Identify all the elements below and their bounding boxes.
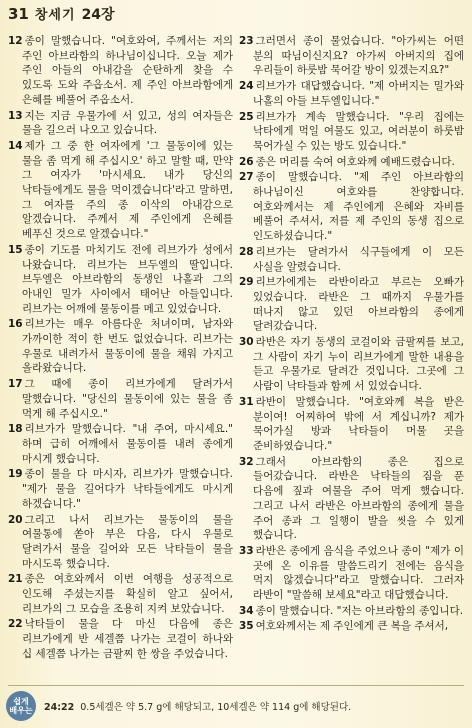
verse-text: 그러면서 종이 물었습니다. "아가씨는 어떤 분의 따님이신지요? 아가씨 아버지의 집에 우리들이 하룻밤 묵어갈 방이 있겠는지요?" [253, 35, 464, 77]
verse [239, 245, 464, 274]
verse-text: 리브가에게는 라반이라고 부르는 오빠가 있었습니다. 라반은 그 때까지 우물가를 떠나지 않고 있던 아브라함의 종에게 달려갔습니다. [253, 276, 464, 333]
verse [8, 377, 233, 421]
verse-text: 리브가가 대답했습니다. "제 아버지는 밀가와 나홀의 아들 브두엘입니다." [253, 80, 464, 107]
verse [239, 110, 464, 154]
verse [239, 79, 464, 108]
verse-text: 종이 기도를 마치기도 전에 리브가가 성에서 나왔습니다. 리브가는 브두엘의 딸입니다. 브두엘은 아브라함의 동생인 나홀과 그의 아내인 밀가 사이에서 태어난 아들입니다. 리브가는 어깨에 물동이를 메고 있었습니다. [22, 243, 233, 315]
verse-number: 25 [239, 110, 254, 123]
page-number: 31 [8, 5, 29, 23]
verse-number: 33 [239, 544, 254, 557]
verse-text: 제가 그 중 한 여자에게 '그 물동이에 있는 물을 좀 먹게 해 주십시오' 하고 말할 때, 만약 그 여자가 '마시세요. 내가 당신의 낙타들에게도 물을 먹이겠습니다'라고 말하면, 그 여자를 주의 종 이삭의 아내감으로 알겠습니다. 주께서 제 주인에게 은혜를 베푸신 것으로 알겠습니다." [22, 139, 233, 241]
badge-line-2: 배우는 [9, 706, 33, 715]
verse [8, 513, 233, 572]
verse-text: 리브가가 말했습니다. "내 주여, 마시세요." 하며 급히 어깨에서 물동이를 내려 종에게 마시게 했습니다. [22, 423, 233, 465]
verse-number: 13 [8, 109, 23, 122]
verse-text: 종이 말했습니다. "저는 아브라함의 종입니다. [255, 604, 464, 617]
verse [8, 243, 233, 317]
verse [239, 544, 464, 603]
verse-number: 17 [8, 378, 23, 391]
verse-number: 30 [239, 336, 254, 349]
verse [239, 34, 464, 78]
verse-text: 종은 머리를 숙여 여호와께 예배드렸습니다. [255, 155, 455, 168]
verse [239, 275, 464, 334]
verse [239, 604, 464, 619]
verse [239, 455, 464, 543]
verse-number: 28 [239, 245, 254, 258]
verse [239, 155, 464, 170]
verse-number: 18 [8, 423, 23, 436]
verse-number: 12 [8, 35, 23, 47]
verse-number: 20 [8, 513, 23, 526]
footnote-reference: 24:22 [44, 702, 75, 713]
book-title: 창세기 [34, 8, 76, 23]
verse [239, 170, 464, 244]
verse-number: 35 [239, 620, 254, 633]
verse [239, 335, 464, 394]
page-header [8, 4, 115, 24]
footnote [44, 699, 351, 713]
verse [239, 619, 464, 634]
verse-text: 그리고 나서 리브가는 물동이의 물을 여물통에 쏟아 부은 다음, 다시 우물로 달려가서 물을 길어와 모든 낙타들이 물을 마시도록 했습니다. [22, 513, 233, 570]
verse [8, 109, 233, 138]
verse-text: 종이 말했습니다. "제 주인 아브라함의 하나님이신 여호와를 찬양합니다. 여호와께서는 제 주인에게 은혜와 자비를 베풀어 주셔서, 저를 제 주인의 동생 집으로 인도하셨습니다." [253, 171, 464, 243]
badge-line-1: 쉽게 [13, 697, 29, 706]
verse-number: 32 [239, 455, 254, 468]
verse-text: 그 때에 종이 리브가에게 달려가서 말했습니다. "당신의 물동이에 있는 물을 좀 먹게 해 주십시오." [22, 378, 233, 420]
verse-number: 22 [8, 618, 23, 631]
verse [8, 139, 233, 242]
verse [8, 34, 233, 108]
verse-text: 리브가는 매우 아름다운 처녀이며, 남자와 가까이한 적이 한 번도 없었습니다. 리브가는 우물로 내려가서 물동이에 물을 채워 가지고 올라왔습니다. [22, 318, 233, 375]
verse-number: 34 [239, 604, 254, 617]
verse-number: 29 [239, 276, 254, 289]
verse [8, 572, 233, 616]
verse-number: 27 [239, 171, 254, 184]
study-note-badge [6, 691, 36, 721]
verse-number: 15 [8, 243, 23, 256]
verse-number: 23 [239, 35, 254, 47]
verse-text: 여호와께서는 제 주인에게 큰 복을 주셔서, [255, 620, 449, 633]
verse-number: 16 [8, 318, 23, 331]
verse-number: 14 [8, 139, 23, 152]
verse [8, 422, 233, 466]
footer-divider [8, 685, 464, 686]
verse-text: 라반은 종에게 음식을 주었으나 종이 "제가 이 곳에 온 이유를 말씀드리기 전에는 음식을 먹지 않겠습니다"라고 말했습니다. 그러자 라반이 "말씀해 보세요"라고 대답했습니다. [253, 544, 464, 602]
verse [8, 617, 233, 661]
verse-text: 라반은 자기 동생의 코걸이와 금팔찌를 보고, 그 사람이 자기 누이 리브가에게 말한 내용을 듣고 우물가로 달려간 것입니다. 그곳에 그 사람이 낙타들과 함께 서 있었습니다. [253, 336, 464, 393]
verse-text: 리브가가 계속 말했습니다. "우리 집에는 낙타에게 먹일 여물도 있고, 여러분이 하룻밤 묵어가실 수 있는 방도 있습니다." [253, 110, 464, 152]
verse-number: 19 [8, 468, 23, 481]
verse-text: 종이 말했습니다. "여호와여, 주께서는 저의 주인 아브라함의 하나님이십니다. 오늘 제가 주인 아들의 아내감을 순탄하게 찾을 수 있도록 도와 주옵소서. 제 주인 아브라함에게 은혜를 베풀어 주옵소서. [22, 35, 233, 106]
verse-text: 지는 지금 우물가에 서 있고, 성의 여자들은 물을 길으러 나오고 있습니다. [22, 109, 233, 137]
verse-text: 종은 여호와께서 이번 여행을 성공적으로 인도해 주셨는지를 확실히 알고 싶어서, 리브가의 그 모습을 조용히 지켜 보았습니다. [22, 573, 233, 615]
left-column [8, 34, 233, 682]
verse-number: 26 [239, 155, 254, 168]
verse [8, 467, 233, 511]
footnote-area [6, 688, 466, 724]
verse-number: 21 [8, 573, 23, 586]
verse-text: 리브가는 달려가서 식구들에게 이 모든 사실을 알렸습니다. [253, 245, 464, 273]
verse [239, 395, 464, 454]
verse-number: 24 [239, 80, 254, 93]
verse-number: 31 [239, 395, 254, 408]
verse [8, 317, 233, 376]
right-column [239, 34, 464, 682]
verse-text: 라반이 말했습니다. "여호와께 복을 받은 분이여! 어찌하여 밖에 서 계십니까? 제가 묵어가실 방과 낙타들이 머물 곳을 준비하였습니다." [253, 395, 464, 452]
chapter-label: 24장 [81, 7, 115, 23]
verse-text: 낙타들이 물을 다 마신 다음에 종은 리브가에게 반 세겔쯤 나가는 코걸이 하나와 십 세겔쯤 나가는 금팔찌 한 쌍을 주었습니다. [22, 618, 233, 660]
verse-columns [8, 34, 464, 682]
footnote-text: 0.5세겔은 약 5.7 g에 해당되고, 10세겔은 약 114 g에 해당된다. [80, 702, 352, 713]
verse-text: 종이 물을 다 마시자, 리브가가 말했습니다. "제가 물을 길어다가 낙타들에게도 마시게 하겠습니다." [22, 468, 233, 510]
verse-text: 그래서 아브라함의 종은 집으로 들어갔습니다. 라반은 낙타들의 짐을 푼 다음에 짚과 여물을 주어 먹게 했습니다. 그리고 나서 라반은 아브라함의 종에게 물을 주어 종과 그 일행이 발을 씻을 수 있게 했습니다. [253, 455, 464, 542]
